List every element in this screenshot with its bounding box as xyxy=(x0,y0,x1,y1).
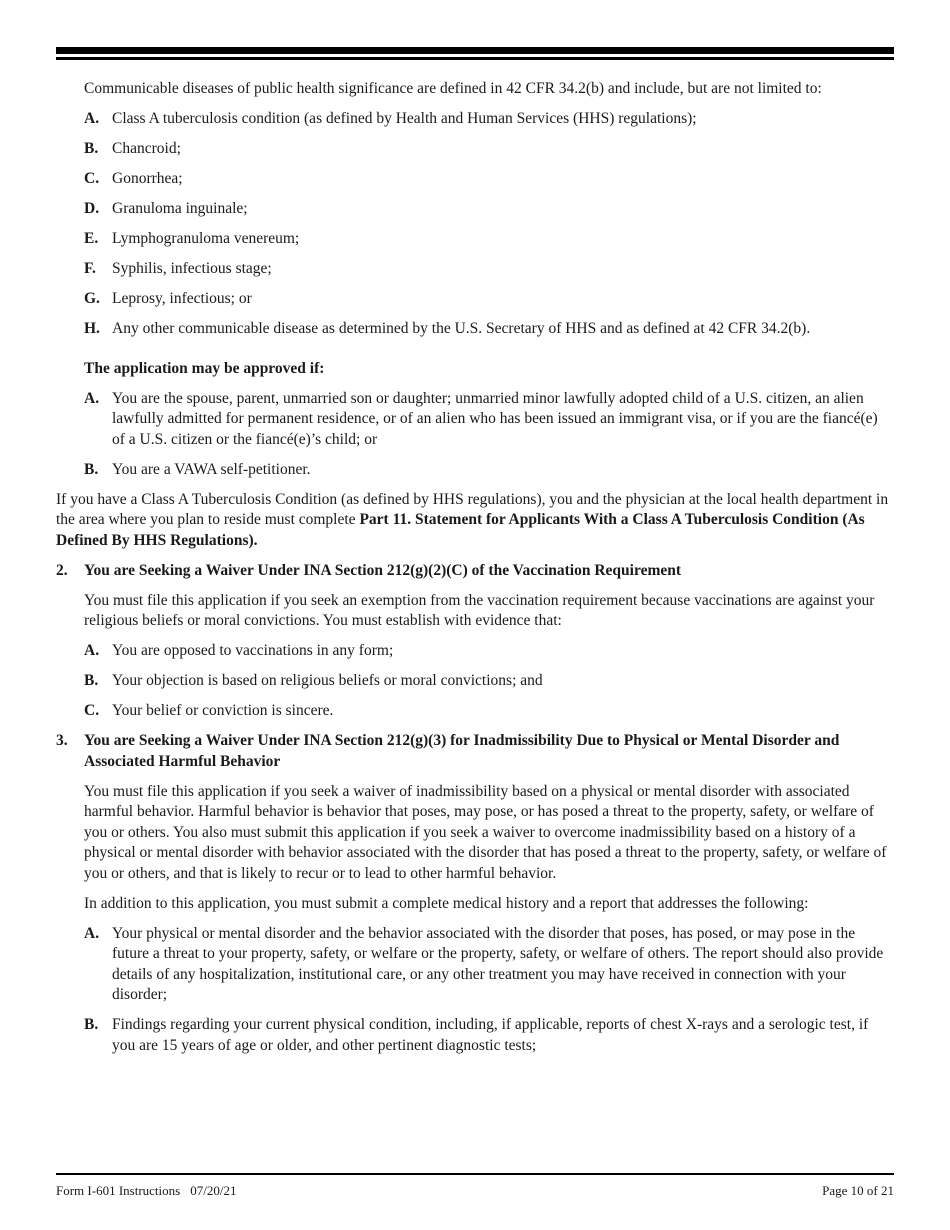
tb-paragraph: If you have a Class A Tuberculosis Condition (as defined by HHS regulations), you and the physician at the local health department in the area where you plan to reside must complete Part 11. Statement for Applicants With a Class A Tuberculosis Condition (As Defined By HHS Regulations). xyxy=(56,490,889,549)
list-item: F. Syphilis, infectious stage; xyxy=(84,260,272,277)
list-item: A. Your physical or mental disorder and the behavior associated with the disorder that poses, has posed, or may pose in the future a threat to your property, safety, or welfare or the property, safety, or welfare of others. The report should also provide details of any hospitalization, institutional care, or any other treatment you may have received in connection with your disorder; xyxy=(84,924,884,1003)
footer-rule xyxy=(56,1173,894,1175)
list-item: H. Any other communicable disease as determined by the U.S. Secretary of HHS and as defined at 42 CFR 34.2(b). xyxy=(84,320,811,337)
list-item: C. Your belief or conviction is sincere. xyxy=(84,702,334,719)
list-item: B. Findings regarding your current physical condition, including, if applicable, reports of chest X-rays and a serologic test, if you are 15 years of age or older, and other pertinent diagnostic tests; xyxy=(84,1016,869,1054)
approved-list xyxy=(56,389,894,481)
page-content xyxy=(56,79,894,1066)
section-3-body-2: In addition to this application, you must submit a complete medical history and a report that addresses the following: xyxy=(84,894,809,912)
section-3-list xyxy=(56,924,894,1057)
section-2-list xyxy=(56,641,894,722)
list-item: A. You are opposed to vaccinations in any form; xyxy=(84,642,394,659)
section-2-heading: 2. You are Seeking a Waiver Under INA Section 212(g)(2)(C) of the Vaccination Requirement xyxy=(56,561,682,579)
section-3-heading: 3. You are Seeking a Waiver Under INA Section 212(g)(3) for Inadmissibility Due to Physical or Mental Disorder and Associated Harmful Behavior xyxy=(56,732,840,770)
approved-heading: The application may be approved if: xyxy=(84,359,325,377)
footer-form-id: Form I-601 Instructions 07/20/21 xyxy=(56,1183,237,1198)
list-item: A. Class A tuberculosis condition (as defined by Health and Human Services (HHS) regulations); xyxy=(84,110,697,127)
list-item: G. Leprosy, infectious; or xyxy=(84,290,252,307)
list-item: B. Chancroid; xyxy=(84,140,181,157)
section-3-body: You must file this application if you seek a waiver of inadmissibility based on a physical or mental disorder with associated harmful behavior. Harmful behavior is behavior that poses, may pose, or has posed a threat to the property, safety, or welfare of you or others. You also must submit this application if you seek a waiver to overcome inadmissibility based on a history of a physical or mental disorder with behavior associated with the disorder that has posed a threat to the property, safety, or welfare of you or others, and that is likely to recur or to lead to other harmful behavior. xyxy=(84,782,887,882)
list-item: B. You are a VAWA self-petitioner. xyxy=(84,460,311,478)
section-2-body: You must file this application if you seek an exemption from the vaccination requirement because vaccinations are against your religious beliefs or moral convictions. You must establish with evidence that: xyxy=(84,591,875,629)
list-item: A. You are the spouse, parent, unmarried son or daughter; unmarried minor lawfully adopted child of a U.S. citizen, an alien lawfully admitted for permanent residence, or of an alien who has been issued an immigrant visa, or if you are the fiancé(e) of a U.S. citizen or the fiancé(e)’s child; or xyxy=(84,389,878,448)
list-item: D. Granuloma inguinale; xyxy=(84,200,248,217)
disease-list xyxy=(56,109,894,340)
header-rule-thick xyxy=(56,47,894,54)
list-item: E. Lymphogranuloma venereum; xyxy=(84,230,300,247)
header-rule-thin xyxy=(56,57,894,60)
list-item: B. Your objection is based on religious beliefs or moral convictions; and xyxy=(84,672,543,689)
list-item: C. Gonorrhea; xyxy=(84,170,183,187)
footer-page-number: Page 10 of 21 xyxy=(822,1183,894,1198)
intro-paragraph: Communicable diseases of public health significance are defined in 42 CFR 34.2(b) and include, but are not limited to: xyxy=(84,80,822,97)
